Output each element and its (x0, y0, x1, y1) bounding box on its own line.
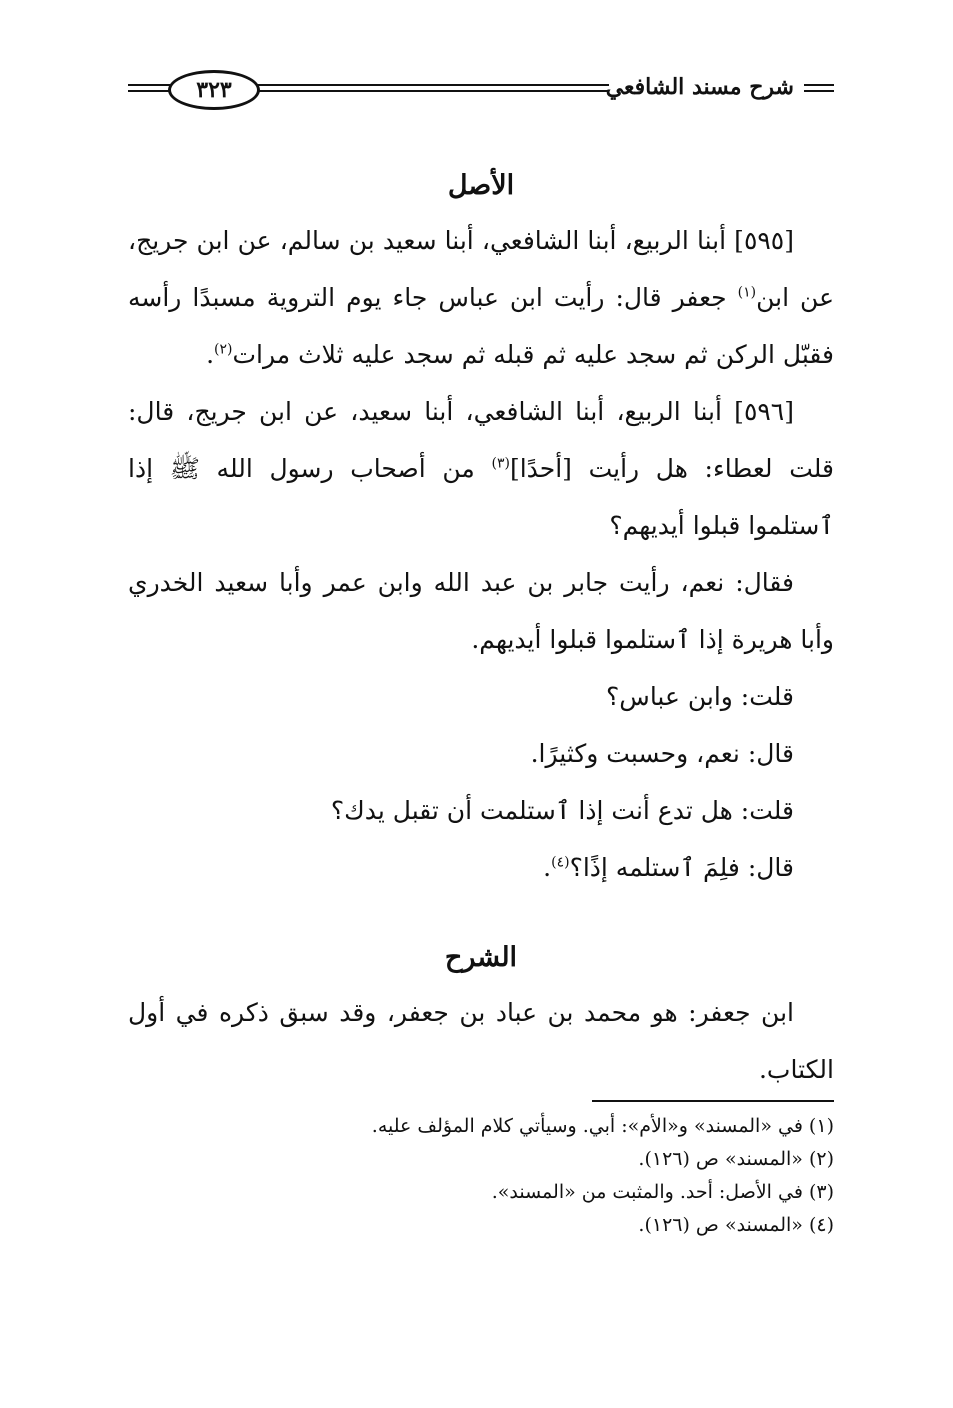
footnote-ref-4: (٤) (551, 854, 570, 871)
header-rule (253, 84, 609, 92)
hadith-596-part-b: من أصحاب رسول الله ﷺ إذا ٱستلموا قبلوا أيديهم؟ (128, 454, 834, 540)
hadith-595-part-b: جعفر قال: رأيت ابن عباس جاء يوم التروية مسبدًا رأسه فقبّل الركن ثم سجد عليه ثم قبله ثم سجد عليه ثلاث مرات (128, 283, 834, 369)
hadith-596 (128, 383, 834, 554)
dialogue-line-2: قال: نعم، وحسبت وكثيرًا. (530, 739, 794, 768)
hadith-595-end: . (206, 340, 215, 369)
main-text (128, 160, 834, 1098)
hadith-596-part-a: [٥٩٦] أبنا الربيع، أبنا الشافعي، أبنا سعيد، عن ابن جريج، قال: قلت لعطاء: هل رأيت [أحدًا] (128, 397, 834, 483)
footnote-separator (592, 1100, 834, 1102)
asl-heading: الأصل (447, 170, 515, 201)
sharh-text: ابن جعفر: هو محمد بن عباد بن جعفر، وقد سبق ذكره في أول الكتاب. (128, 998, 834, 1084)
footnote-ref-2: (٢) (214, 341, 233, 358)
book-title: شرح مسند الشافعي (605, 74, 794, 100)
header-lead-rule (804, 84, 834, 92)
ata-reply: فقال: نعم، رأيت جابر بن عبد الله وابن عمر وأبا سعيد الخدري وأبا هريرة إذا ٱستلموا قبلوا أيديهم. (128, 568, 834, 654)
hadith-595-part-a: [٥٩٥] أبنا الربيع، أبنا الشافعي، أبنا سعيد بن سالم، عن ابن جريج، عن ابن (128, 226, 834, 312)
running-header (128, 70, 834, 110)
footnote-ref-3: (٣) (491, 455, 510, 472)
dialogue-line-4-end: . (543, 853, 552, 882)
footnote-2: (٢) «المسند» ص (١٢٦). (638, 1148, 834, 1170)
dialogue-line-3: قلت: هل تدع أنت إذا ٱستلمت أن تقبل يدك؟ (330, 796, 794, 825)
footnote-4: (٤) «المسند» ص (١٢٦). (638, 1214, 834, 1236)
dialogue-line-4 (128, 839, 834, 896)
footnote-3: (٣) في الأصل: أحد. والمثبت من «المسند». (491, 1181, 834, 1203)
footnotes (128, 1110, 834, 1242)
page-number: ٣٢٣ (168, 70, 260, 110)
section-spacer (128, 896, 834, 932)
hadith-595 (128, 212, 834, 383)
sharh-heading: الشرح (444, 942, 518, 973)
header-left-rule (128, 84, 170, 92)
dialogue-line-1: قلت: وابن عباس؟ (606, 682, 794, 711)
dialogue-line-4-text: قال: فلِمَ ٱستلمه إذًا؟ (569, 853, 794, 882)
footnote-1: (١) في «المسند» و«الأم»: أبي. وسيأتي كلام المؤلف عليه. (371, 1115, 834, 1137)
footnote-ref-1: (١) (737, 284, 757, 301)
